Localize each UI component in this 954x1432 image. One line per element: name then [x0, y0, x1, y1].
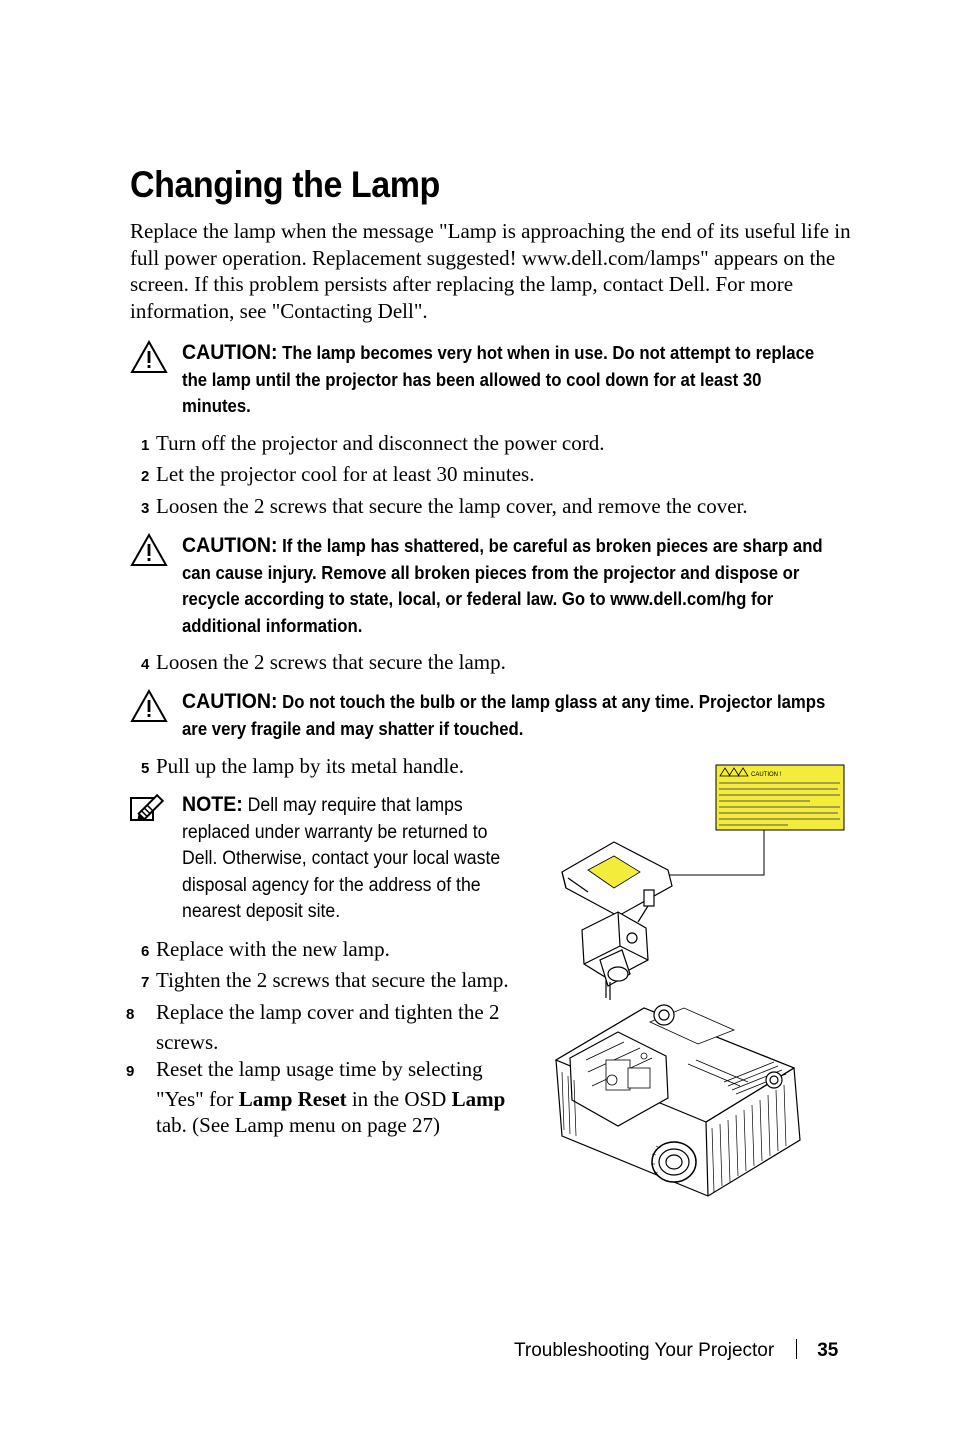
list-item [141, 936, 390, 966]
step-text-after: tab. (See Lamp menu on page 27) [156, 1113, 440, 1137]
caution-text [182, 689, 833, 742]
lamp-cover [562, 842, 672, 916]
step-number: 7 [141, 974, 150, 991]
step-text: Pull up the lamp by its metal handle. [156, 754, 464, 778]
note-label: NOTE: [182, 793, 243, 816]
step-number: 3 [141, 500, 150, 517]
caution-label: CAUTION: [182, 534, 278, 557]
caution-triangle-icon [130, 533, 168, 567]
note-pencil-icon [130, 794, 166, 824]
list-item [141, 493, 748, 523]
projector-lamp-illustration [548, 760, 880, 1205]
step-text: Turn off the projector and disconnect the power cord. [156, 431, 605, 455]
step-text: Loosen the 2 screws that secure the lamp. [156, 650, 506, 674]
list-item [141, 430, 604, 460]
step-text-before: Reset the lamp usage time by selecting "Yes" for [156, 1057, 483, 1111]
step-number: 2 [141, 468, 150, 485]
step-number: 4 [141, 656, 150, 673]
note-body: Dell may require that lamps replaced under warranty be returned to Dell. Otherwise, contact your local waste disposal agency for the address of the nearest deposit site. [182, 795, 501, 922]
step-text-mid: in the OSD [346, 1086, 452, 1111]
intro-paragraph: Replace the lamp when the message "Lamp is approaching the end of its useful life in full power operation. Replacement suggested! www.dell.com/lamps" appears on the screen. If this problem persists after replacing the lamp, contact Dell. For more information, see "Contacting Dell". [130, 219, 851, 323]
page-footer [514, 1339, 838, 1362]
lamp-reset-term: Lamp Reset [238, 1086, 347, 1111]
step-number: 9 [126, 1063, 135, 1080]
step-text: Replace with the new lamp. [156, 937, 390, 961]
list-item [141, 649, 506, 679]
lamp-tab-term: Lamp [451, 1086, 506, 1111]
caution-body: The lamp becomes very hot when in use. Do not attempt to replace the lamp until the projector has been allowed to cool down for at least 30 minutes. [182, 343, 815, 416]
step-text: Replace the lamp cover and tighten the 2 screws. [156, 1000, 500, 1054]
step-text: Let the projector cool for at least 30 minutes. [156, 462, 535, 486]
page-title: Changing the Lamp [130, 164, 440, 205]
warning-label [716, 765, 844, 830]
list-item [141, 753, 464, 783]
caution-text [182, 533, 833, 639]
footer-section-title: Troubleshooting Your Projector [514, 1340, 775, 1361]
list-item [141, 967, 509, 997]
caution-label: CAUTION: [182, 690, 278, 713]
list-item [126, 999, 536, 1055]
caution-triangle-icon [130, 689, 168, 723]
list-item [141, 461, 534, 491]
page-number: 35 [817, 1340, 839, 1361]
step-number: 6 [141, 943, 150, 960]
caution-body: If the lamp has shattered, be careful as broken pieces are sharp and can cause injury. Remove all broken pieces from the projector and dispose or recycle according to state, local, or federal law. Go to www.dell.com/hg for additional information. [182, 536, 823, 636]
step-number: 5 [141, 760, 150, 777]
caution-label: CAUTION: [182, 341, 278, 364]
step-number: 8 [126, 1006, 135, 1023]
projector-body [556, 1005, 800, 1196]
warning-label-heading: CAUTION ! [751, 772, 782, 778]
caution-body: Do not touch the bulb or the lamp glass at any time. Projector lamps are very fragile and may shatter if touched. [182, 692, 826, 739]
caution-triangle-icon [130, 340, 168, 374]
caution-text [182, 340, 833, 420]
list-item [126, 1056, 526, 1139]
step-text: Loosen the 2 screws that secure the lamp cover, and remove the cover. [156, 494, 748, 518]
footer-separator [796, 1339, 797, 1359]
step-text: Tighten the 2 screws that secure the lamp. [156, 968, 509, 992]
step-number: 1 [141, 437, 150, 454]
note-text [182, 792, 526, 926]
